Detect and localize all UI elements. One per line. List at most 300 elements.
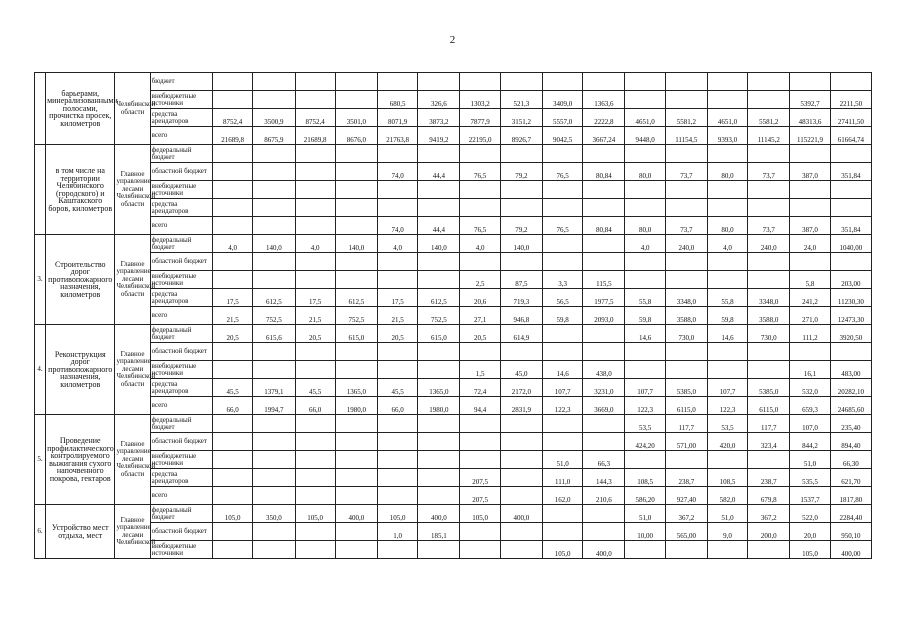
value-cell xyxy=(378,433,418,451)
value-cell xyxy=(665,73,707,91)
value-cell xyxy=(253,181,295,199)
value-cell: 240,0 xyxy=(748,235,790,253)
funding-source: федеральный бюджет xyxy=(150,505,212,523)
value-cell: 56,5 xyxy=(542,289,582,307)
value-cell: 51,0 xyxy=(625,505,665,523)
table-row xyxy=(35,289,872,307)
value-cell: 9,0 xyxy=(707,523,747,541)
value-cell: 66,30 xyxy=(830,451,871,469)
value-cell: 752,5 xyxy=(418,307,460,325)
value-cell: 53,5 xyxy=(625,415,665,433)
value-cell xyxy=(213,343,253,361)
funding-source: внебюджетные источники xyxy=(150,451,212,469)
value-cell: 5,8 xyxy=(790,271,830,289)
value-cell: 400,0 xyxy=(583,541,625,559)
funding-source: внебюджетные источники xyxy=(150,91,212,109)
value-cell xyxy=(253,253,295,271)
value-cell: 946,8 xyxy=(500,307,542,325)
value-cell: 6115,0 xyxy=(748,397,790,415)
funding-source: всего xyxy=(150,397,212,415)
value-cell xyxy=(253,415,295,433)
value-cell xyxy=(295,163,335,181)
value-cell: 105,0 xyxy=(460,505,500,523)
value-cell: 571,00 xyxy=(665,433,707,451)
value-cell: 1040,00 xyxy=(830,235,871,253)
value-cell xyxy=(625,541,665,559)
value-cell: 238,7 xyxy=(748,469,790,487)
value-cell: 10,00 xyxy=(625,523,665,541)
value-cell: 240,0 xyxy=(665,235,707,253)
value-cell xyxy=(335,415,377,433)
value-cell xyxy=(748,73,790,91)
value-cell xyxy=(707,361,747,379)
value-cell xyxy=(418,253,460,271)
value-cell xyxy=(213,199,253,217)
value-cell xyxy=(583,235,625,253)
value-cell xyxy=(460,433,500,451)
value-cell: 4,0 xyxy=(625,235,665,253)
value-cell xyxy=(583,181,625,199)
value-cell xyxy=(748,361,790,379)
value-cell: 73,7 xyxy=(665,163,707,181)
table-row xyxy=(35,433,872,451)
value-cell: 24,0 xyxy=(790,235,830,253)
value-cell: 117,7 xyxy=(748,415,790,433)
value-cell: 6115,0 xyxy=(665,397,707,415)
value-cell: 115,5 xyxy=(583,271,625,289)
value-cell: 8752,4 xyxy=(213,109,253,127)
value-cell: 111,2 xyxy=(790,325,830,343)
value-cell: 1980,0 xyxy=(418,397,460,415)
value-cell xyxy=(418,451,460,469)
value-cell: 565,00 xyxy=(665,523,707,541)
value-cell: 271,0 xyxy=(790,307,830,325)
funding-source: внебюджетные источники xyxy=(150,541,212,559)
value-cell xyxy=(665,343,707,361)
value-cell: 420,0 xyxy=(707,433,747,451)
value-cell: 238,7 xyxy=(665,469,707,487)
value-cell xyxy=(460,415,500,433)
value-cell: 9419,2 xyxy=(418,127,460,145)
value-cell: 438,0 xyxy=(583,361,625,379)
executor: Главное управление лесами Челябинской области xyxy=(115,145,150,235)
value-cell: 17,5 xyxy=(213,289,253,307)
value-cell xyxy=(295,91,335,109)
value-cell xyxy=(335,343,377,361)
value-cell: 5392,7 xyxy=(790,91,830,109)
funding-source: федеральный бюджет xyxy=(150,325,212,343)
value-cell: 3873,2 xyxy=(418,109,460,127)
funding-source: средства арендаторов xyxy=(150,379,212,397)
funding-source: бюджет xyxy=(150,73,212,91)
value-cell: 12473,30 xyxy=(830,307,871,325)
value-cell xyxy=(213,181,253,199)
value-cell xyxy=(378,343,418,361)
value-cell: 350,0 xyxy=(253,505,295,523)
value-cell xyxy=(418,487,460,505)
value-cell: 21689,8 xyxy=(213,127,253,145)
value-cell: 122,3 xyxy=(707,397,747,415)
value-cell: 1365,0 xyxy=(418,379,460,397)
funding-source: внебюджетные источники xyxy=(150,181,212,199)
value-cell: 351,84 xyxy=(830,217,871,235)
value-cell: 3588,0 xyxy=(665,307,707,325)
value-cell: 3231,0 xyxy=(583,379,625,397)
value-cell xyxy=(460,541,500,559)
value-cell xyxy=(253,469,295,487)
value-cell xyxy=(418,343,460,361)
value-cell xyxy=(213,361,253,379)
value-cell xyxy=(295,523,335,541)
value-cell: 51,0 xyxy=(790,451,830,469)
value-cell xyxy=(295,415,335,433)
value-cell: 207,5 xyxy=(460,469,500,487)
table-row xyxy=(35,361,872,379)
value-cell xyxy=(542,415,582,433)
value-cell: 108,5 xyxy=(625,469,665,487)
funding-source: всего xyxy=(150,487,212,505)
value-cell: 8675,9 xyxy=(253,127,295,145)
value-cell xyxy=(542,253,582,271)
value-cell xyxy=(460,73,500,91)
value-cell: 45,5 xyxy=(378,379,418,397)
value-cell: 45,5 xyxy=(213,379,253,397)
value-cell xyxy=(748,181,790,199)
value-cell xyxy=(253,217,295,235)
value-cell xyxy=(500,343,542,361)
value-cell: 140,0 xyxy=(500,235,542,253)
value-cell: 1537,7 xyxy=(790,487,830,505)
value-cell: 27,1 xyxy=(460,307,500,325)
value-cell: 4,0 xyxy=(460,235,500,253)
value-cell xyxy=(253,163,295,181)
value-cell xyxy=(830,343,871,361)
value-cell xyxy=(213,523,253,541)
value-cell: 48313,6 xyxy=(790,109,830,127)
value-cell xyxy=(253,487,295,505)
value-cell: 612,5 xyxy=(418,289,460,307)
value-cell: 76,5 xyxy=(542,163,582,181)
value-cell: 66,0 xyxy=(213,397,253,415)
value-cell xyxy=(460,199,500,217)
value-cell xyxy=(790,73,830,91)
value-cell: 680,5 xyxy=(378,91,418,109)
measure-name: Проведение профилактического контролируемого выжигания сухого напочвенного покрова, гектаров xyxy=(46,415,115,505)
value-cell xyxy=(830,199,871,217)
value-cell: 17,5 xyxy=(378,289,418,307)
value-cell xyxy=(213,217,253,235)
value-cell xyxy=(707,199,747,217)
executor: Главное управление лесами Челябинской области xyxy=(115,325,150,415)
value-cell: 4,0 xyxy=(707,235,747,253)
value-cell xyxy=(378,541,418,559)
value-cell: 387,0 xyxy=(790,217,830,235)
value-cell: 66,0 xyxy=(378,397,418,415)
value-cell xyxy=(542,235,582,253)
table-row xyxy=(35,469,872,487)
value-cell xyxy=(378,181,418,199)
value-cell: 387,0 xyxy=(790,163,830,181)
value-cell xyxy=(295,253,335,271)
value-cell xyxy=(748,271,790,289)
value-cell: 3588,0 xyxy=(748,307,790,325)
value-cell xyxy=(213,541,253,559)
section-number: 3. xyxy=(35,235,46,325)
value-cell: 3,3 xyxy=(542,271,582,289)
funding-source: областной бюджет xyxy=(150,343,212,361)
value-cell: 61664,74 xyxy=(830,127,871,145)
value-cell xyxy=(335,163,377,181)
value-cell: 80,84 xyxy=(583,163,625,181)
value-cell xyxy=(500,145,542,163)
value-cell: 79,2 xyxy=(500,163,542,181)
value-cell xyxy=(625,145,665,163)
value-cell: 207,5 xyxy=(460,487,500,505)
value-cell xyxy=(253,271,295,289)
section-number xyxy=(35,73,46,145)
value-cell xyxy=(625,73,665,91)
value-cell xyxy=(830,253,871,271)
value-cell xyxy=(625,361,665,379)
value-cell xyxy=(213,91,253,109)
value-cell xyxy=(418,73,460,91)
value-cell: 241,2 xyxy=(790,289,830,307)
value-cell xyxy=(378,469,418,487)
value-cell xyxy=(253,361,295,379)
measure-name: Реконструкция дорог противопожарного назначения, километров xyxy=(46,325,115,415)
value-cell xyxy=(253,91,295,109)
value-cell xyxy=(295,487,335,505)
table-row xyxy=(35,379,872,397)
value-cell xyxy=(542,199,582,217)
table-row xyxy=(35,487,872,505)
table-row xyxy=(35,415,872,433)
value-cell: 59,8 xyxy=(625,307,665,325)
value-cell xyxy=(583,343,625,361)
value-cell: 7877,9 xyxy=(460,109,500,127)
value-cell xyxy=(295,145,335,163)
value-cell xyxy=(830,73,871,91)
value-cell xyxy=(665,181,707,199)
value-cell: 5581,2 xyxy=(665,109,707,127)
value-cell: 21763,8 xyxy=(378,127,418,145)
value-cell: 74,0 xyxy=(378,217,418,235)
value-cell: 11145,2 xyxy=(748,127,790,145)
value-cell: 752,5 xyxy=(253,307,295,325)
value-cell: 14,6 xyxy=(707,325,747,343)
value-cell xyxy=(295,361,335,379)
value-cell: 2211,50 xyxy=(830,91,871,109)
value-cell: 2222,8 xyxy=(583,109,625,127)
value-cell: 51,0 xyxy=(707,505,747,523)
value-cell: 140,0 xyxy=(418,235,460,253)
value-cell xyxy=(542,523,582,541)
value-cell xyxy=(418,181,460,199)
value-cell: 1303,2 xyxy=(460,91,500,109)
value-cell xyxy=(335,199,377,217)
funding-source: средства арендаторов xyxy=(150,109,212,127)
measure-name: барьерами, минерализованными полосами, прочистка просек, километров xyxy=(46,73,115,145)
value-cell xyxy=(707,91,747,109)
value-cell xyxy=(213,271,253,289)
funding-source: областной бюджет xyxy=(150,253,212,271)
value-cell: 844,2 xyxy=(790,433,830,451)
value-cell xyxy=(707,451,747,469)
funding-source: всего xyxy=(150,307,212,325)
value-cell: 1977,5 xyxy=(583,289,625,307)
value-cell xyxy=(295,73,335,91)
value-cell: 483,00 xyxy=(830,361,871,379)
value-cell xyxy=(625,181,665,199)
table-row xyxy=(35,199,872,217)
value-cell: 3151,2 xyxy=(500,109,542,127)
funding-source: областной бюджет xyxy=(150,163,212,181)
value-cell: 235,40 xyxy=(830,415,871,433)
value-cell xyxy=(500,73,542,91)
value-cell xyxy=(253,73,295,91)
value-cell xyxy=(625,343,665,361)
value-cell xyxy=(378,73,418,91)
value-cell: 614,9 xyxy=(500,325,542,343)
value-cell xyxy=(625,199,665,217)
value-cell: 53,5 xyxy=(707,415,747,433)
value-cell: 105,0 xyxy=(378,505,418,523)
table-row xyxy=(35,127,872,145)
measure-name: в том числе на территории Челябинского (городского) и Каштакского боров, километров xyxy=(46,145,115,235)
value-cell xyxy=(583,73,625,91)
value-cell xyxy=(500,451,542,469)
value-cell xyxy=(418,145,460,163)
table-row xyxy=(35,91,872,109)
value-cell xyxy=(460,253,500,271)
value-cell: 94,4 xyxy=(460,397,500,415)
value-cell: 535,5 xyxy=(790,469,830,487)
funding-source: средства арендаторов xyxy=(150,199,212,217)
value-cell xyxy=(748,91,790,109)
value-cell: 3500,9 xyxy=(253,109,295,127)
value-cell: 400,0 xyxy=(500,505,542,523)
value-cell: 108,5 xyxy=(707,469,747,487)
value-cell xyxy=(665,145,707,163)
value-cell xyxy=(253,541,295,559)
value-cell: 521,3 xyxy=(500,91,542,109)
value-cell: 22195,0 xyxy=(460,127,500,145)
value-cell xyxy=(500,181,542,199)
value-cell: 111,0 xyxy=(542,469,582,487)
value-cell: 3348,0 xyxy=(665,289,707,307)
value-cell: 3667,24 xyxy=(583,127,625,145)
value-cell: 20,5 xyxy=(213,325,253,343)
value-cell: 1379,1 xyxy=(253,379,295,397)
value-cell: 1994,7 xyxy=(253,397,295,415)
value-cell xyxy=(213,451,253,469)
value-cell: 21,5 xyxy=(378,307,418,325)
table-row xyxy=(35,505,872,523)
value-cell xyxy=(583,433,625,451)
value-cell xyxy=(295,469,335,487)
value-cell xyxy=(378,145,418,163)
value-cell: 17,5 xyxy=(295,289,335,307)
value-cell: 2,5 xyxy=(460,271,500,289)
value-cell xyxy=(378,451,418,469)
value-cell: 3501,0 xyxy=(335,109,377,127)
value-cell xyxy=(213,415,253,433)
value-cell: 2172,0 xyxy=(500,379,542,397)
measure-name: Строительство дорог противопожарного назначения, километров xyxy=(46,235,115,325)
value-cell: 9393,0 xyxy=(707,127,747,145)
value-cell xyxy=(790,199,830,217)
table-body xyxy=(35,73,872,559)
value-cell xyxy=(295,433,335,451)
value-cell: 73,7 xyxy=(748,217,790,235)
value-cell xyxy=(378,361,418,379)
funding-source: федеральный бюджет xyxy=(150,235,212,253)
section-number xyxy=(35,145,46,235)
funding-source: областной бюджет xyxy=(150,433,212,451)
value-cell xyxy=(830,145,871,163)
value-cell: 612,5 xyxy=(335,289,377,307)
value-cell: 21689,8 xyxy=(295,127,335,145)
value-cell xyxy=(748,541,790,559)
value-cell: 400,00 xyxy=(830,541,871,559)
value-cell: 1980,0 xyxy=(335,397,377,415)
value-cell: 1365,0 xyxy=(335,379,377,397)
value-cell: 4651,0 xyxy=(707,109,747,127)
value-cell xyxy=(335,91,377,109)
value-cell: 8676,0 xyxy=(335,127,377,145)
value-cell xyxy=(625,253,665,271)
funding-source: внебюджетные источники xyxy=(150,271,212,289)
value-cell xyxy=(665,253,707,271)
value-cell xyxy=(583,523,625,541)
budget-table xyxy=(34,72,872,559)
value-cell xyxy=(583,199,625,217)
value-cell xyxy=(335,145,377,163)
value-cell xyxy=(500,199,542,217)
value-cell xyxy=(500,415,542,433)
value-cell: 105,0 xyxy=(295,505,335,523)
table-row xyxy=(35,145,872,163)
value-cell: 1363,6 xyxy=(583,91,625,109)
value-cell: 5385,0 xyxy=(748,379,790,397)
value-cell xyxy=(335,271,377,289)
value-cell: 66,3 xyxy=(583,451,625,469)
table-row xyxy=(35,109,872,127)
value-cell: 107,0 xyxy=(790,415,830,433)
value-cell: 203,00 xyxy=(830,271,871,289)
value-cell xyxy=(378,253,418,271)
value-cell xyxy=(707,73,747,91)
value-cell: 5385,0 xyxy=(665,379,707,397)
value-cell: 2093,0 xyxy=(583,307,625,325)
value-cell xyxy=(213,253,253,271)
value-cell: 1817,80 xyxy=(830,487,871,505)
value-cell xyxy=(542,325,582,343)
page-number: 2 xyxy=(449,34,456,46)
executor: Главное управление лесами Челябинской области xyxy=(115,415,150,505)
value-cell xyxy=(335,253,377,271)
value-cell: 140,0 xyxy=(335,235,377,253)
value-cell xyxy=(583,415,625,433)
value-cell xyxy=(460,145,500,163)
value-cell xyxy=(460,523,500,541)
value-cell xyxy=(665,451,707,469)
value-cell: 72,4 xyxy=(460,379,500,397)
value-cell: 719,3 xyxy=(500,289,542,307)
value-cell: 21,5 xyxy=(213,307,253,325)
value-cell: 14,6 xyxy=(542,361,582,379)
value-cell xyxy=(500,523,542,541)
